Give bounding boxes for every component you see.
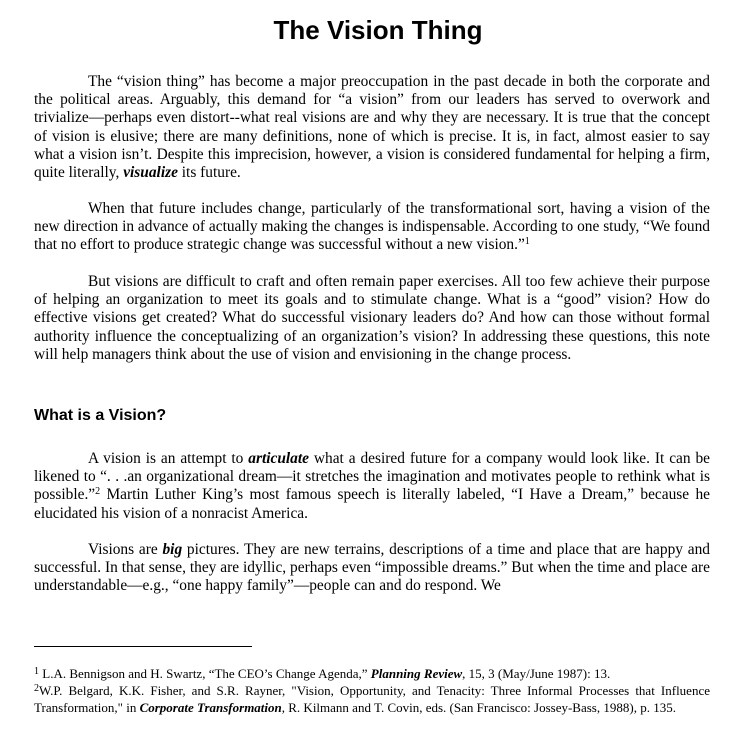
paragraph-text: Martin Luther King’s most famous speech is literally labeled, “I Have a Dream,” because he elucidated his vision of a nonracist America. — [34, 486, 710, 522]
footnotes — [34, 666, 710, 717]
paragraph-text: Visions are — [88, 541, 163, 558]
paragraph-text: its future. — [177, 164, 241, 182]
footnote-number: 2 — [34, 683, 39, 695]
paragraph-text: pictures. They are new terrains, descriptions of a time and place that are happy and successful. In that sense, they are idyllic, perhaps even “impossible dreams.” But when the time and place are understandable—e.g., “one happy family”—people can and do respond. We — [34, 541, 710, 595]
intro-paragraph-1 — [34, 73, 710, 182]
footnote-number: 1 — [34, 666, 39, 677]
section-paragraph-1 — [34, 450, 710, 523]
footnote-source-title: Planning Review — [370, 666, 463, 681]
footnote-ref-2[interactable]: 2 — [95, 486, 101, 498]
paragraph-text: A vision is an attempt to — [88, 450, 249, 467]
emphasis-text: articulate — [248, 450, 309, 467]
footnote-text: W.P. Belgard, K.K. Fisher, and S.R. Rayner, "Vision, Opportunity, and Tenacity: Three Informal Processes that Influence Transformation," in — [34, 683, 710, 715]
paragraph-text: But visions are difficult to craft and often remain paper exercises. All too few achieve their purpose of helping an organization to meet its goals and to stimulate change. What is a “good” vision? How do effective visions get created? What do successful visionary leaders do? And how can those without formal authority influence the conceptualizing of an organization’s vision? In addressing these questions, this note will help managers think about the use of vision and envisioning in the change process. — [34, 273, 710, 363]
footnote-text: L.A. Bennigson and H. Swartz, “The CEO’s Change Agenda,” — [39, 666, 371, 681]
emphasis-text: visualize — [123, 164, 178, 182]
footnote-ref-1[interactable]: 1 — [524, 236, 530, 248]
paragraph-text: what a desired future for a company would look like. It can be likened to “. . .an organizational dream—it stretches the imagination and motivates people to rethink what is possible.” — [34, 450, 711, 504]
page-title: The Vision Thing — [273, 15, 483, 45]
intro-paragraph-2 — [34, 200, 710, 255]
footnote-source-title: Corporate Transformation — [139, 699, 282, 715]
paragraph-text: When that future includes change, particularly of the transformational sort, having a vision of the new direction in advance of actually making the changes is indispensable. According to one study, “We found that no effort to produce strategic change was successful without a new vision.” — [34, 200, 710, 254]
paragraph-text: The “vision thing” has become a major preoccupation in the past decade in both the corporate and the political areas. Arguably, this demand for “a vision” from our leaders has served to overwork and trivialize—perhaps even distort--what real visions are and why they are necessary. It is true that the concept of vision is elusive; there are many definitions, none of which is precise. It is, in fact, almost easier to say what a vision isn’t. Despite this imprecision, however, a vision is considered fundamental for helping a firm, quite literally, — [34, 73, 710, 182]
section-paragraph-2 — [34, 541, 710, 596]
footnote-divider — [34, 646, 252, 647]
intro-paragraph-3 — [34, 273, 710, 364]
section-heading: What is a Vision? — [34, 407, 167, 424]
footnote-1 — [34, 666, 710, 682]
emphasis-text: big — [162, 541, 183, 558]
footnote-text: , 15, 3 (May/June 1987): 13. — [462, 666, 611, 681]
footnote-text: , R. Kilmann and T. Covin, eds. (San Francisco: Jossey-Bass, 1988), p. 135. — [281, 699, 676, 715]
footnote-2 — [34, 683, 710, 716]
